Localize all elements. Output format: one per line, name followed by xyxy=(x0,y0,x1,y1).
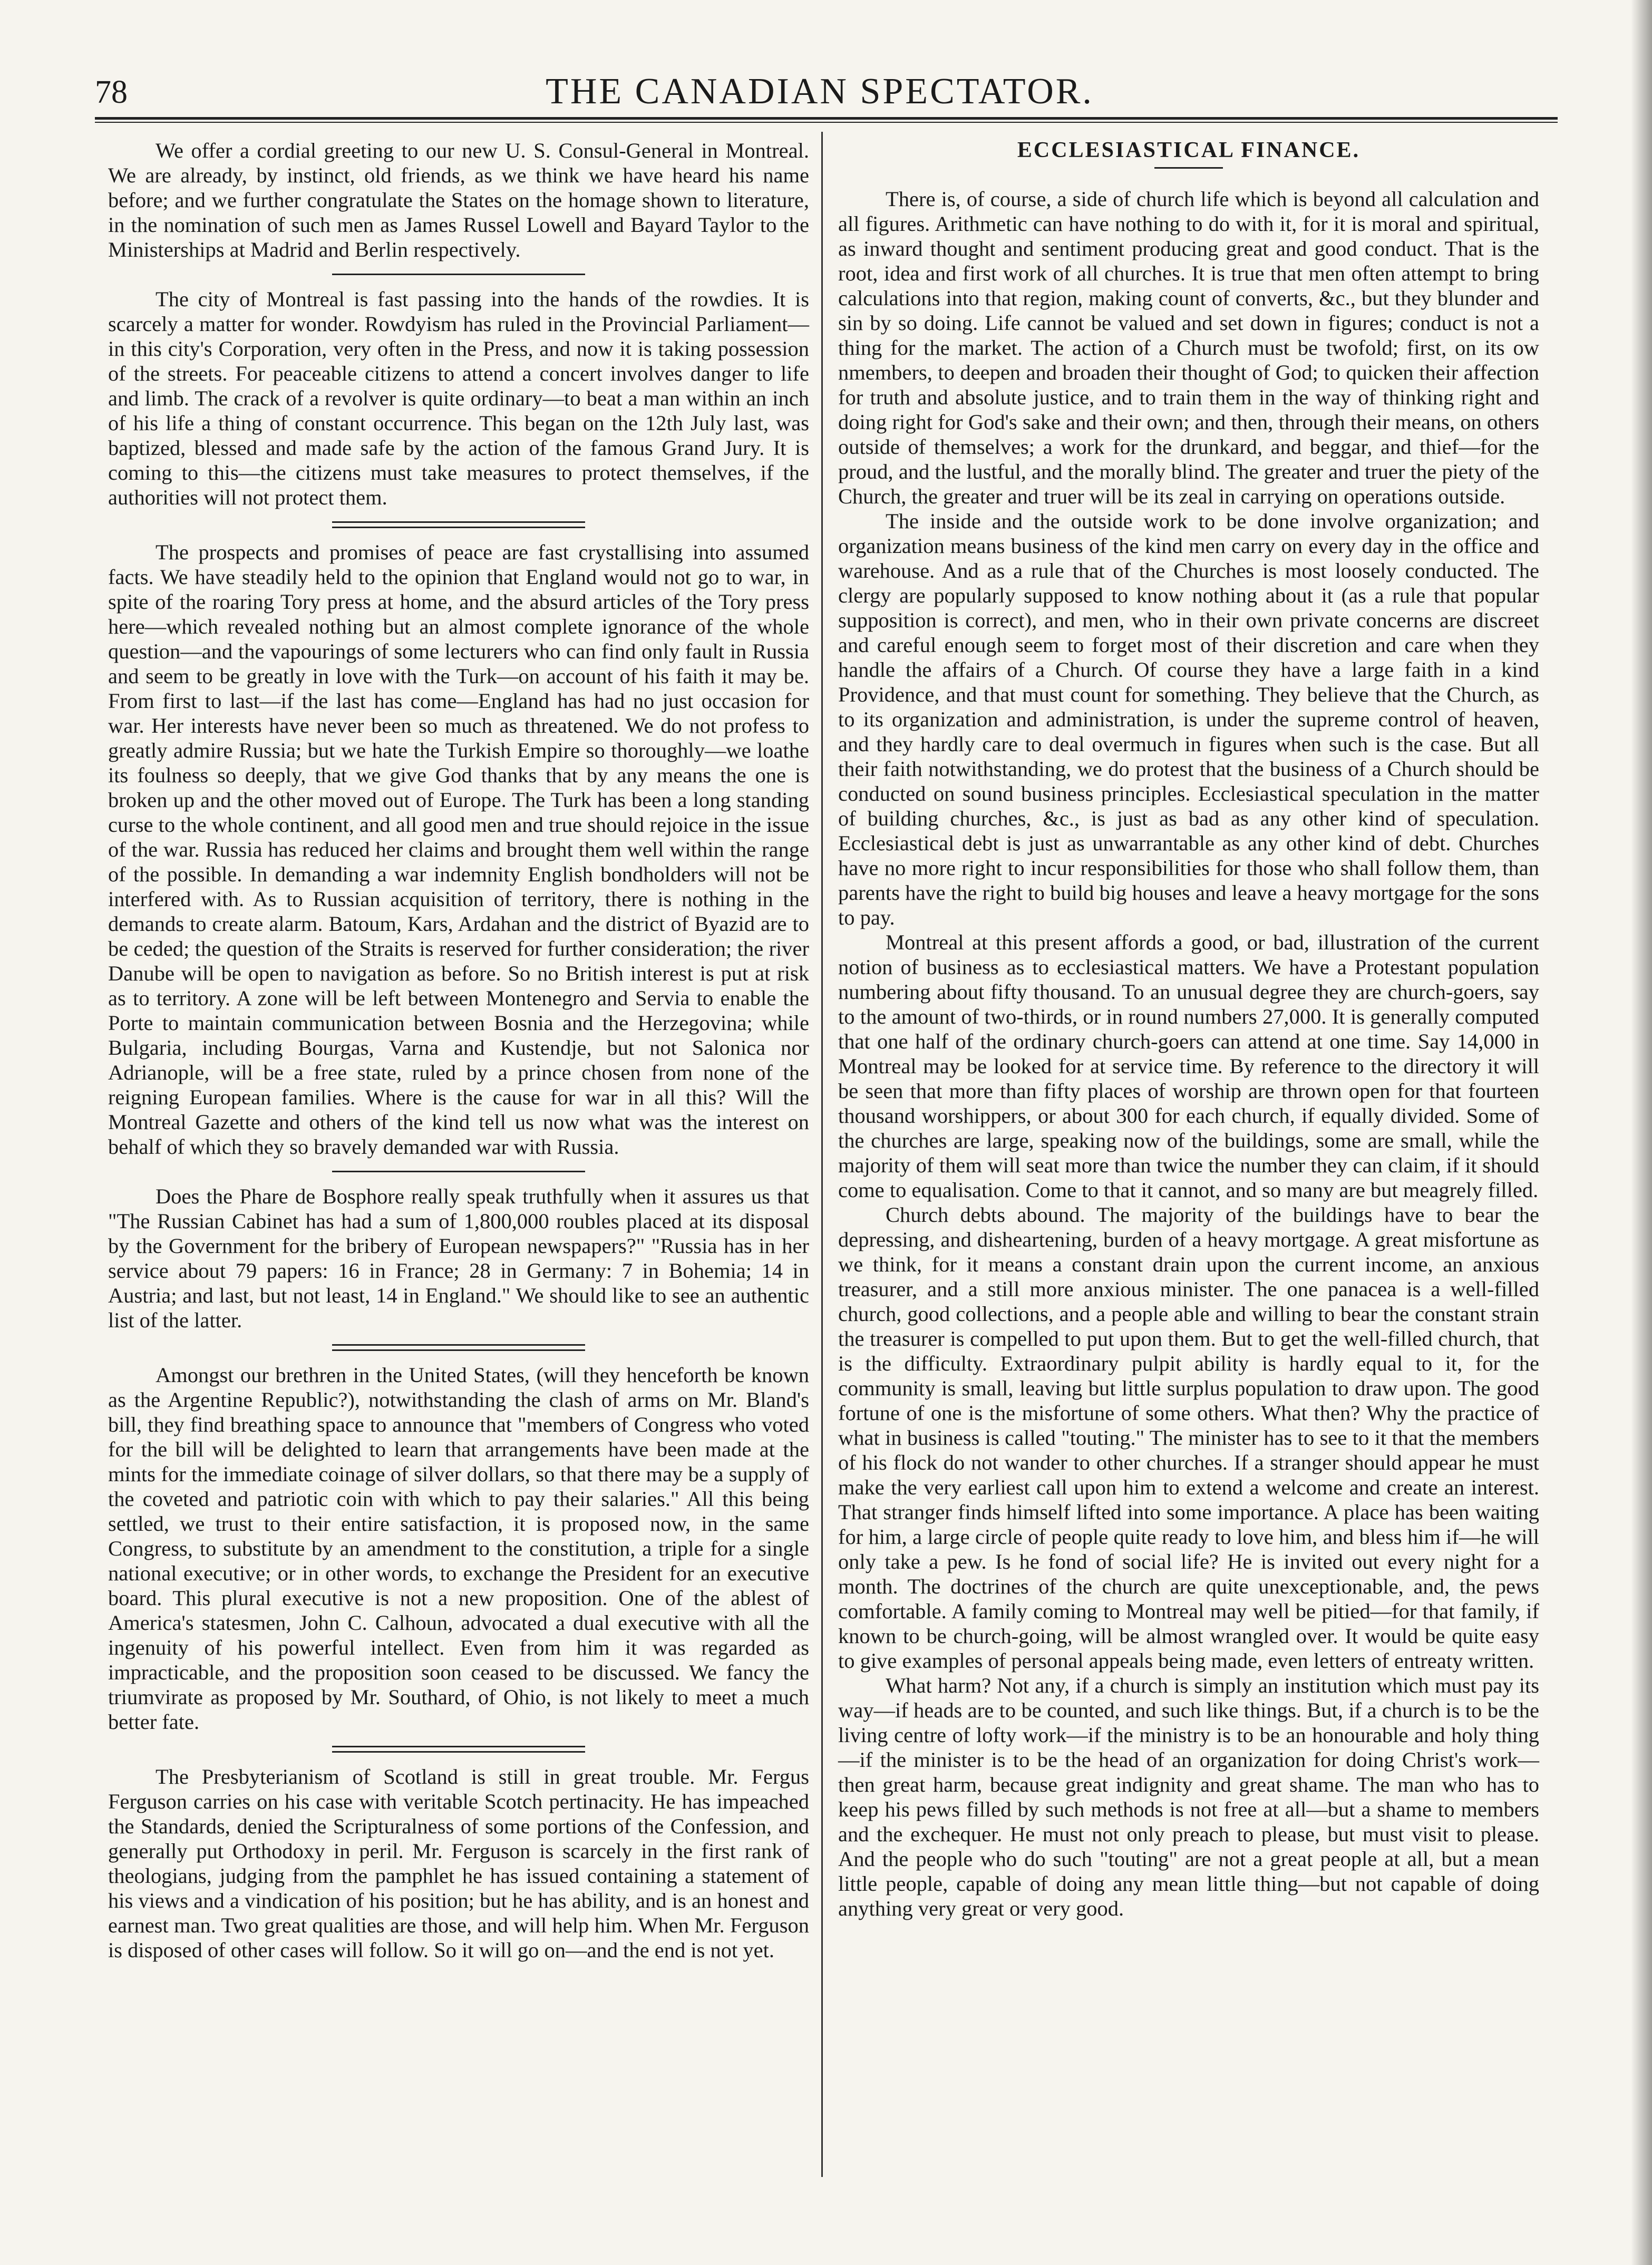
separator xyxy=(332,1344,585,1351)
page-number: 78 xyxy=(95,74,128,110)
masthead-title: THE CANADIAN SPECTATOR. xyxy=(546,71,1094,112)
separator xyxy=(332,521,585,528)
article-united-states-congress: Amongst our brethren in the United States, (will they henceforth be known as the Argentine Republic?), notwithstanding the clash of arms on Mr. Bland's bill, they find breathing space to announce that "members of Congress who voted for the bill will be delighted to learn that arrangements have been made at the mints for the immediate coinage of silver dollars, so that there may be a supply of the coveted and patriotic coin with which to pay their salaries." All this being settled, we trust to their entire satisfaction, it is proposed now, in the same Congress, to substitute by an amendment to the constitution, a triple for a single national executive; or in other words, to exchange the President for an executive board. This plural executive is not a new proposition. One of the ablest of America's statesmen, John C. Calhoun, advocated a dual executive with all the ingenuity of his powerful intellect. Even from him it was regarded as impracticable, and the proposition soon ceased to be discussed. We fancy the triumvirate as proposed by Mr. Southard, of Ohio, is not likely to meet a much better fate. xyxy=(108,1363,809,1734)
article-montreal-rowdies: The city of Montreal is fast passing into the hands of the rowdies. It is scarcely a matter for wonder. Rowdyism has ruled in the Provincial Parliament—in this city's Corporation, very often in the Press, and now it is taking possession of the streets. For peaceable citizens to attend a concert involves danger to life and limb. The crack of a revolver is quite ordinary—to beat a man within an inch of his life a thing of constant occurrence. This began on the 12th July last, was baptized, blessed and made safe by the action of the famous Grand Jury. It is coming to this—the citizens must take measures to protect themselves, if the authorities will not protect them. xyxy=(108,287,809,509)
page-header xyxy=(95,69,1544,116)
column-divider xyxy=(821,132,823,2177)
article-scotland-presbyterianism: The Presbyterianism of Scotland is still in great trouble. Mr. Fergus Ferguson carries on his case with veritable Scotch pertinacity. He has impeached the Standards, denied the Scripturalness of some portions of the Confession, and generally put Orthodoxy in peril. Mr. Ferguson is scarcely in the first rank of theologians, judging from the pamphlet he has issued containing a statement of his views and a vindication of his position; but he has ability, and is an honest and earnest man. Two great qualities are those, and will help him. When Mr. Ferguson is disposed of other cases will follow. So it will go on—and the end is not yet. xyxy=(108,1765,809,1962)
paragraph: Church debts abound. The majority of the buildings have to bear the depressing, and disheartening, burden of a heavy mortgage. A great misfortune as we think, for it means a constant drain upon the current income, an anxious treasurer, and a still more anxious minister. The one panacea is a well-filled church, good collections, and a people able and willing to bear the constant strain the treasurer is compelled to put upon them. But to get the well-filled church, that is the difficulty. Extraordinary pulpit ability is hardly equal to it, for the community is small, leaving but little surplus population to draw upon. The good fortune of one is the misfortune of some others. What then? Why the practice of what in business is called "touting." The minister has to see to it that the members of his flock do not wander to other churches. If a stranger should appear he must make the very earliest call upon him to extend a welcome and create an interest. That stranger finds himself lifted into some importance. A place has been waiting for him, a large circle of people quite ready to love him, and bless him if—he will only take a pew. Is he fond of social life? He is invited out every night for a month. The doctrines of the church are quite unexceptionable, and, the pews comfortable. A family coming to Montreal may well be pitied—for that family, if known to be church-going, will be almost wrangled over. It would be quite easy to give examples of personal appeals being made, even letters of entreaty written. xyxy=(838,1203,1539,1673)
separator xyxy=(332,274,585,275)
header-rule xyxy=(95,117,1558,123)
separator xyxy=(332,1746,585,1753)
section-title: ECCLESIASTICAL FINANCE. xyxy=(1017,138,1361,162)
article-phare-de-bosphore: Does the Phare de Bosphore really speak truthfully when it assures us that "The Russian Cabinet has had a sum of 1,800,000 roubles placed at its disposal by the Government for the bribery of European newspapers?" "Russia has in her service about 79 papers: 16 in France; 28 in Germany: 7 in Bohemia; 14 in Austria; and last, but not least, 14 in England." We should like to see an authentic list of the latter. xyxy=(108,1184,809,1332)
article-consul-general: We offer a cordial greeting to our new U. S. Consul-General in Montreal. We are already, by instinct, old friends, as we think we have heard his name before; and we further congratulate the States on the homage shown to literature, in the nomination of such men as James Russel Lowell and Bayard Taylor to the Ministerships at Madrid and Berlin respectively. xyxy=(108,139,809,261)
left-column xyxy=(108,138,809,1962)
article-peace-prospects: The prospects and promises of peace are fast crystallising into assumed facts. We have steadily held to the opinion that England would not go to war, in spite of the roaring Tory press at home, and the absurd articles of the Tory press here—which revealed nothing but an almost complete ignorance of the whole question—and the vapourings of some lecturers who can find only fault in Russia and seem to be greatly in love with the Turk—on account of his faith it may be. From first to last—if the last has come—England has had no just occasion for war. Her interests have never been so much as threatened. We do not profess to greatly admire Russia; but we hate the Turkish Empire so thoroughly—we loathe its foulness so deeply, that we give God thanks that by any means the one is broken up and the other moved out of Europe. The Turk has been a long standing curse to the whole continent, and all good men and true should rejoice in the issue of the war. Russia has reduced her claims and brought them well within the range of the possible. In demanding a war indemnity English bondholders will not be interfered with. As to Russian acquisition of territory, there is nothing in the demands to create alarm. Batoum, Kars, Ardahan and the district of Byazid are to be ceded; the question of the Straits is reserved for further consideration; the river Danube will be open to navigation as before. So no British interest is put at risk as to territory. A zone will be left between Montenegro and Servia to enable the Porte to maintain communication between Bosnia and the Herzegovina; while Bulgaria, including Bourgas, Varna and Kustendje, but not Salonica nor Adrianople, will be a free state, ruled by a prince chosen from none of the reigning European families. Where is the cause for war in all this? Will the Montreal Gazette and others of the kind tell us now what was the interest on behalf of which they so bravely demanded war with Russia. xyxy=(108,540,809,1159)
paragraph: There is, of course, a side of church life which is beyond all calculation and all figures. Arithmetic can have nothing to do with it, for it is moral and spiritual, as inward thought and sentiment producing great and good conduct. That is the root, idea and first work of all churches. It is true that men often attempt to bring calculations into that region, making count of converts, &c., but they blunder and sin by so doing. Life cannot be valued and set down in figures; conduct is not a thing for the market. The action of a Church must be twofold; first, on its ow nmembers, to deepen and broaden their thought of God; to quicken their affection for truth and absolute justice, and to train them in the way of thinking right and doing right for God's sake and their own; and then, through their means, on others outside of themselves; a work for the drunkard, and beggar, and thief—for the proud, and the lustful, and the morally blind. The greater and truer the piety of the Church, the greater and truer will be its zeal in carrying on operations outside. xyxy=(838,187,1539,508)
paragraph: Montreal at this present affords a good, or bad, illustration of the current notion of business as to ecclesiastical matters. We have a Protestant population numbering about fifty thousand. To an unusual degree they are church-goers, say to the amount of two-thirds, or in round numbers 27,000. It is generally computed that one half of the ordinary church-goers can attend at one time. Say 14,000 in Montreal may be looked for at service time. By reference to the directory it will be seen that more than fifty places of worship are thrown open for that fourteen thousand worshippers, or about 300 for each church, if equally divided. Some of the churches are large, speaking now of the buildings, some are small, while the majority of them will seat more than twice the number they can claim, if it should come to equalisation. Come to that it cannot, and so many are but meagrely filled. xyxy=(838,930,1539,1202)
paragraph: The inside and the outside work to be done involve organization; and organization means business of the kind men carry on every day in the office and warehouse. And as a rule that of the Churches is most loosely conducted. The clergy are popularly supposed to know nothing about it (as a rule that popular supposition is correct), and men, who in their own private concerns are discreet and careful enough seem to forget most of their discretion and care when they handle the affairs of a Church. Of course they have a large faith in a kind Providence, and that must count for something. They believe that the Church, as to its organization and administration, is under the supreme control of heaven, and they hardly care to deal overmuch in figures when such is the case. But all their faith notwithstanding, we do protest that the business of a Church should be conducted on sound business principles. Ecclesiastical speculation in the matter of building churches, &c., is just as bad as any other kind of speculation. Ecclesiastical debt is just as unwarrantable as any other kind of debt. Churches have no more right to incur responsibilities for those who shall follow them, than parents have the right to build big houses and leave a heavy mortgage for the sons to pay. xyxy=(838,509,1539,929)
page-edge-shadow xyxy=(1631,0,1652,2265)
separator xyxy=(332,1171,585,1172)
right-column xyxy=(838,138,1539,1921)
title-rule xyxy=(1154,167,1223,169)
paragraph: What harm? Not any, if a church is simply an institution which must pay its way—if heads are to be counted, and such like things. But, if a church is to be the living centre of lofty work—if the ministry is to be an honourable and holy thing—if the minister is to be the head of an organization for doing Christ's work—then great harm, because great indignity and great shame. The man who has to keep his pews filled by such methods is not free at all—but a shame to members and the exchequer. He must not only preach to please, but must visit to please. And the people who do such "touting" are not a great people at all, but a mean little people, capable of doing any mean little thing—but not capable of doing anything very great or very good. xyxy=(838,1674,1539,1920)
